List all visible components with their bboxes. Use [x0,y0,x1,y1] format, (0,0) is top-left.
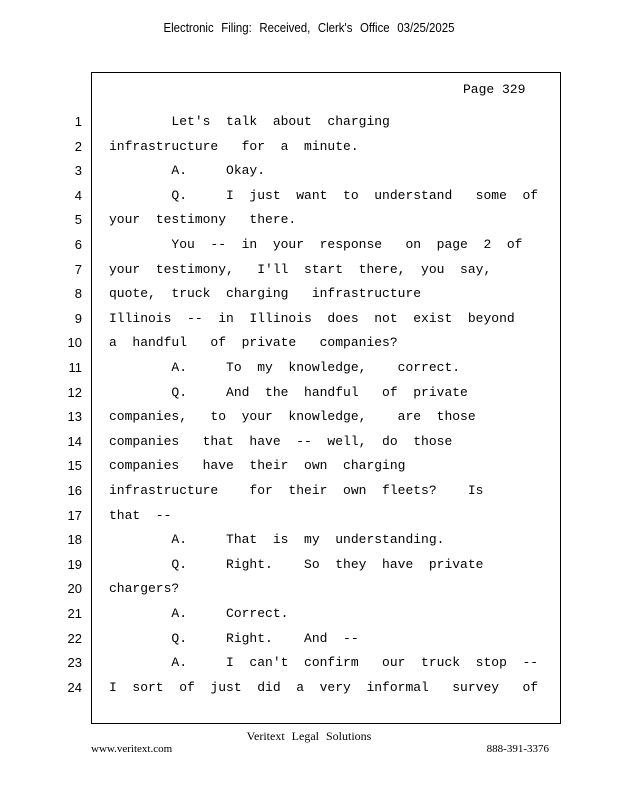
line-number: 1 [74,114,82,129]
line-number: 6 [74,237,82,252]
line-number: 24 [67,679,82,695]
line-number: 17 [67,507,82,523]
line-text: companies have their own charging [109,458,406,474]
line-number: 10 [67,335,82,351]
line-text: A. Correct. [109,606,289,621]
line-text: A. That is my understanding. [109,532,445,548]
line-text: infrastructure for a minute. [109,138,359,154]
filing-stamp-header: Electronic Filing: Received, Clerk's Office 03/25/2025 [163,20,455,35]
line-number: 8 [74,286,82,302]
line-number: 11 [68,360,82,375]
line-text: companies that have -- well, do those [109,433,453,449]
footer-website: www.veritext.com [91,743,173,755]
line-text: chargers? [109,581,180,597]
line-number: 19 [67,556,82,572]
line-text: A. Okay. [109,163,266,179]
line-number: 7 [74,261,82,277]
line-number: 23 [67,655,82,671]
footer-company: Veritext Legal Solutions [246,729,372,743]
line-text: Let's talk about charging [109,114,390,129]
line-text: A. I can't confirm our truck stop -- [109,655,539,671]
page-number: Page 329 [463,82,526,97]
line-text: I sort of just did a very informal survey of [109,679,539,695]
line-number: 14 [67,433,82,449]
line-number: 13 [67,409,82,425]
line-number: 20 [67,581,82,597]
line-number: 4 [74,187,82,203]
line-text: your testimony there. [109,212,297,228]
line-text: You -- in your response on page 2 of [109,237,523,252]
line-text: A. To my knowledge, correct. [109,360,461,375]
line-number: 2 [74,138,82,154]
line-text: Illinois -- in Illinois does not exist beyond [109,310,515,326]
line-number: 3 [74,163,82,179]
line-text: quote, truck charging infrastructure [109,286,422,302]
line-text: companies, to your knowledge, are those [109,409,476,425]
line-text: that -- [109,507,172,523]
line-text: Q. I just want to understand some of [109,187,539,203]
line-number: 22 [67,630,82,646]
line-text: Q. Right. And -- [109,630,359,646]
line-number: 5 [74,212,82,228]
line-text: Q. Right. So they have private [109,556,484,572]
footer-phone: 888-391-3376 [486,743,549,755]
line-number: 21 [67,606,82,621]
line-number: 12 [67,384,82,400]
line-text: your testimony, I'll start there, you say, [109,261,492,277]
line-number: 9 [74,310,82,326]
line-number: 18 [67,532,82,548]
line-number: 16 [67,483,82,498]
line-text: infrastructure for their own fleets? Is [109,483,484,498]
line-text: a handful of private companies? [109,335,398,351]
line-text: Q. And the handful of private [109,384,468,400]
line-number: 15 [67,458,82,474]
